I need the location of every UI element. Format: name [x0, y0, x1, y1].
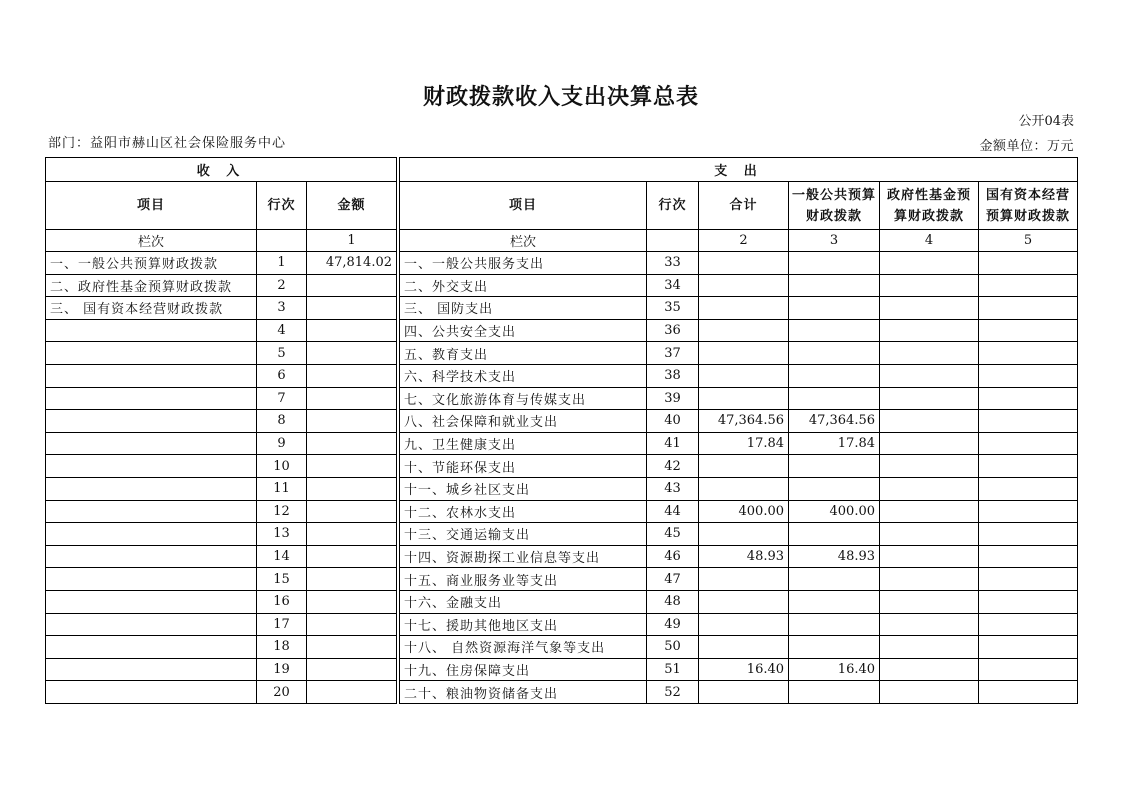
state-capital-cell: [979, 500, 1078, 523]
total-cell: [699, 477, 789, 500]
income-line-cell: 11: [257, 477, 307, 500]
general-budget-cell: [789, 590, 880, 613]
expenditure-line-cell: 34: [647, 274, 699, 297]
expenditure-item-cell: 十八、 自然资源海洋气象等支出: [400, 636, 647, 659]
general-budget-cell: [789, 477, 880, 500]
income-line-blank: [257, 230, 307, 252]
total-cell: [699, 297, 789, 320]
expenditure-item-cell: 十九、住房保障支出: [400, 658, 647, 681]
income-item-cell: 一、一般公共预算财政拨款: [46, 252, 257, 275]
income-amount-cell: [307, 613, 397, 636]
general-budget-cell: 48.93: [789, 545, 880, 568]
gov-fund-header: 政府性基金预算财政拨款: [880, 182, 979, 230]
general-budget-cell: [789, 319, 880, 342]
gov-fund-cell: [880, 252, 979, 275]
total-cell: 48.93: [699, 545, 789, 568]
income-item-cell: [46, 477, 257, 500]
income-line-cell: 9: [257, 432, 307, 455]
table-row: [46, 410, 1078, 433]
income-item-cell: [46, 545, 257, 568]
table-row: [46, 681, 1078, 704]
gov-fund-cell: [880, 500, 979, 523]
state-capital-cell: [979, 568, 1078, 591]
amount-unit-label: 金额单位：万元: [979, 139, 1074, 154]
general-budget-cell: [789, 342, 880, 365]
income-item-cell: [46, 455, 257, 478]
income-item-cell: [46, 432, 257, 455]
state-capital-cell: [979, 590, 1078, 613]
state-capital-cell: [979, 545, 1078, 568]
form-number: 公开04表: [1018, 114, 1074, 129]
total-header: 合计: [699, 182, 789, 230]
expenditure-item-cell: 六、科学技术支出: [400, 364, 647, 387]
expenditure-section-header: 支 出: [400, 158, 1078, 182]
table-row: [46, 252, 1078, 275]
department-label: 部门：益阳市赫山区社会保险服务中心: [48, 136, 287, 151]
gov-fund-cell: [880, 455, 979, 478]
total-cell: [699, 681, 789, 704]
expenditure-item-cell: 十三、交通运输支出: [400, 523, 647, 546]
expenditure-item-cell: 四、公共安全支出: [400, 319, 647, 342]
income-amount-header: 金额: [307, 182, 397, 230]
table-row: [46, 477, 1078, 500]
income-item-cell: [46, 636, 257, 659]
header-row-column-numbers: [46, 230, 1078, 252]
total-cell: [699, 455, 789, 478]
general-budget-cell: [789, 523, 880, 546]
expenditure-line-cell: 46: [647, 545, 699, 568]
general-budget-cell: [789, 387, 880, 410]
table-row: [46, 523, 1078, 546]
income-amount-cell: [307, 658, 397, 681]
income-item-cell: [46, 658, 257, 681]
gov-fund-cell: [880, 274, 979, 297]
expenditure-item-cell: 二十、粮油物资储备支出: [400, 681, 647, 704]
gov-fund-cell: [880, 342, 979, 365]
gov-fund-cell: [880, 319, 979, 342]
income-line-cell: 10: [257, 455, 307, 478]
income-line-cell: 19: [257, 658, 307, 681]
income-item-cell: 二、政府性基金预算财政拨款: [46, 274, 257, 297]
general-budget-cell: [789, 364, 880, 387]
state-capital-cell: [979, 319, 1078, 342]
income-line-cell: 6: [257, 364, 307, 387]
income-amount-cell: [307, 681, 397, 704]
income-line-cell: 14: [257, 545, 307, 568]
income-amount-cell: [307, 274, 397, 297]
income-line-cell: 3: [257, 297, 307, 320]
table-row: [46, 387, 1078, 410]
total-cell: 17.84: [699, 432, 789, 455]
table-row: [46, 364, 1078, 387]
state-capital-cell: [979, 410, 1078, 433]
state-capital-header: 国有资本经营预算财政拨款: [979, 182, 1078, 230]
expenditure-line-cell: 37: [647, 342, 699, 365]
income-item-cell: [46, 568, 257, 591]
page-title: 财政拨款收入支出决算总表: [422, 85, 699, 110]
total-cell: 16.40: [699, 658, 789, 681]
gov-fund-cell: [880, 297, 979, 320]
income-amount-cell: [307, 590, 397, 613]
expenditure-line-cell: 38: [647, 364, 699, 387]
income-amount-cell: [307, 297, 397, 320]
expenditure-line-cell: 45: [647, 523, 699, 546]
expenditure-line-cell: 44: [647, 500, 699, 523]
state-capital-cell: [979, 387, 1078, 410]
expenditure-line-cell: 52: [647, 681, 699, 704]
income-column-label: 栏次: [46, 230, 257, 252]
income-amount-cell: [307, 455, 397, 478]
gov-fund-cell: [880, 477, 979, 500]
total-cell: 47,364.56: [699, 410, 789, 433]
income-item-cell: [46, 523, 257, 546]
income-amount-cell: [307, 568, 397, 591]
table-row: [46, 613, 1078, 636]
state-capital-cell: [979, 432, 1078, 455]
income-line-cell: 7: [257, 387, 307, 410]
col-number-1: 1: [307, 230, 397, 252]
expenditure-item-cell: 十六、金融支出: [400, 590, 647, 613]
income-line-cell: 18: [257, 636, 307, 659]
income-amount-cell: [307, 410, 397, 433]
general-budget-cell: 16.40: [789, 658, 880, 681]
total-cell: [699, 387, 789, 410]
general-budget-cell: [789, 252, 880, 275]
income-amount-cell: [307, 319, 397, 342]
col-number-2: 2: [699, 230, 789, 252]
general-budget-cell: [789, 636, 880, 659]
general-budget-cell: 47,364.56: [789, 410, 880, 433]
expenditure-line-cell: 36: [647, 319, 699, 342]
income-item-cell: [46, 342, 257, 365]
income-line-header: 行次: [257, 182, 307, 230]
gov-fund-cell: [880, 387, 979, 410]
table-row: [46, 297, 1078, 320]
expenditure-line-cell: 41: [647, 432, 699, 455]
col-number-5: 5: [979, 230, 1078, 252]
expenditure-item-cell: 八、社会保障和就业支出: [400, 410, 647, 433]
expenditure-line-cell: 40: [647, 410, 699, 433]
expenditure-item-cell: 十五、商业服务业等支出: [400, 568, 647, 591]
expenditure-item-cell: 三、 国防支出: [400, 297, 647, 320]
income-item-cell: [46, 590, 257, 613]
expenditure-item-cell: 九、卫生健康支出: [400, 432, 647, 455]
income-line-cell: 13: [257, 523, 307, 546]
expenditure-item-cell: 七、文化旅游体育与传媒支出: [400, 387, 647, 410]
income-item-cell: [46, 500, 257, 523]
expenditure-line-cell: 39: [647, 387, 699, 410]
expenditure-line-cell: 42: [647, 455, 699, 478]
state-capital-cell: [979, 636, 1078, 659]
total-cell: [699, 568, 789, 591]
expenditure-item-cell: 十七、援助其他地区支出: [400, 613, 647, 636]
expenditure-line-cell: 43: [647, 477, 699, 500]
total-cell: [699, 319, 789, 342]
income-amount-cell: [307, 432, 397, 455]
expenditure-item-cell: 十二、农林水支出: [400, 500, 647, 523]
table-row: [46, 455, 1078, 478]
expenditure-item-cell: 十一、城乡社区支出: [400, 477, 647, 500]
table-row: [46, 432, 1078, 455]
state-capital-cell: [979, 297, 1078, 320]
general-budget-header: 一般公共预算财政拨款: [789, 182, 880, 230]
income-item-cell: [46, 364, 257, 387]
gov-fund-cell: [880, 568, 979, 591]
table-row: [46, 658, 1078, 681]
income-item-cell: [46, 319, 257, 342]
col-number-3: 3: [789, 230, 880, 252]
expenditure-item-cell: 十、节能环保支出: [400, 455, 647, 478]
income-line-cell: 4: [257, 319, 307, 342]
table-row: [46, 319, 1078, 342]
expenditure-item-cell: 十四、资源勘探工业信息等支出: [400, 545, 647, 568]
income-line-cell: 12: [257, 500, 307, 523]
income-amount-cell: [307, 477, 397, 500]
expenditure-line-cell: 49: [647, 613, 699, 636]
total-cell: 400.00: [699, 500, 789, 523]
state-capital-cell: [979, 658, 1078, 681]
state-capital-cell: [979, 364, 1078, 387]
state-capital-cell: [979, 274, 1078, 297]
income-amount-cell: [307, 387, 397, 410]
income-amount-cell: [307, 523, 397, 546]
gov-fund-cell: [880, 590, 979, 613]
total-cell: [699, 252, 789, 275]
general-budget-cell: 17.84: [789, 432, 880, 455]
gov-fund-cell: [880, 432, 979, 455]
income-amount-cell: [307, 500, 397, 523]
total-cell: [699, 590, 789, 613]
total-cell: [699, 613, 789, 636]
general-budget-cell: [789, 568, 880, 591]
expenditure-item-cell: 二、外交支出: [400, 274, 647, 297]
income-item-cell: [46, 613, 257, 636]
income-item-cell: [46, 387, 257, 410]
income-section-header: 收 入: [46, 158, 397, 182]
expenditure-line-header: 行次: [647, 182, 699, 230]
expenditure-item-cell: 五、教育支出: [400, 342, 647, 365]
state-capital-cell: [979, 477, 1078, 500]
header-row-columns: [46, 182, 1078, 230]
state-capital-cell: [979, 681, 1078, 704]
table-row: [46, 590, 1078, 613]
gov-fund-cell: [880, 364, 979, 387]
gov-fund-cell: [880, 681, 979, 704]
income-line-cell: 5: [257, 342, 307, 365]
table-row: [46, 545, 1078, 568]
state-capital-cell: [979, 613, 1078, 636]
income-line-cell: 1: [257, 252, 307, 275]
expenditure-line-cell: 35: [647, 297, 699, 320]
income-amount-cell: [307, 364, 397, 387]
total-cell: [699, 523, 789, 546]
table-row: [46, 568, 1078, 591]
income-line-cell: 15: [257, 568, 307, 591]
table-row: [46, 636, 1078, 659]
income-item-cell: 三、 国有资本经营财政拨款: [46, 297, 257, 320]
income-item-cell: [46, 410, 257, 433]
expenditure-line-cell: 50: [647, 636, 699, 659]
header-row-sections: [46, 158, 1078, 182]
general-budget-cell: 400.00: [789, 500, 880, 523]
table-row: [46, 342, 1078, 365]
col-number-4: 4: [880, 230, 979, 252]
gov-fund-cell: [880, 410, 979, 433]
total-cell: [699, 364, 789, 387]
state-capital-cell: [979, 342, 1078, 365]
expenditure-line-cell: 51: [647, 658, 699, 681]
income-line-cell: 2: [257, 274, 307, 297]
gov-fund-cell: [880, 636, 979, 659]
budget-summary-table: [45, 157, 1078, 704]
expenditure-column-label: 栏次: [400, 230, 647, 252]
state-capital-cell: [979, 523, 1078, 546]
total-cell: [699, 636, 789, 659]
income-line-cell: 17: [257, 613, 307, 636]
state-capital-cell: [979, 252, 1078, 275]
general-budget-cell: [789, 681, 880, 704]
income-line-cell: 16: [257, 590, 307, 613]
general-budget-cell: [789, 274, 880, 297]
table-row: [46, 500, 1078, 523]
expenditure-item-cell: 一、一般公共服务支出: [400, 252, 647, 275]
income-amount-cell: [307, 342, 397, 365]
gov-fund-cell: [880, 523, 979, 546]
income-line-cell: 20: [257, 681, 307, 704]
general-budget-cell: [789, 613, 880, 636]
total-cell: [699, 342, 789, 365]
total-cell: [699, 274, 789, 297]
gov-fund-cell: [880, 658, 979, 681]
general-budget-cell: [789, 455, 880, 478]
expenditure-line-cell: 48: [647, 590, 699, 613]
gov-fund-cell: [880, 545, 979, 568]
table-row: [46, 274, 1078, 297]
general-budget-cell: [789, 297, 880, 320]
expenditure-line-cell: 33: [647, 252, 699, 275]
expenditure-line-blank: [647, 230, 699, 252]
income-amount-cell: [307, 545, 397, 568]
gov-fund-cell: [880, 613, 979, 636]
income-item-cell: [46, 681, 257, 704]
income-amount-cell: 47,814.02: [307, 252, 397, 275]
income-item-header: 项目: [46, 182, 257, 230]
income-amount-cell: [307, 636, 397, 659]
expenditure-line-cell: 47: [647, 568, 699, 591]
income-line-cell: 8: [257, 410, 307, 433]
state-capital-cell: [979, 455, 1078, 478]
expenditure-item-header: 项目: [400, 182, 647, 230]
